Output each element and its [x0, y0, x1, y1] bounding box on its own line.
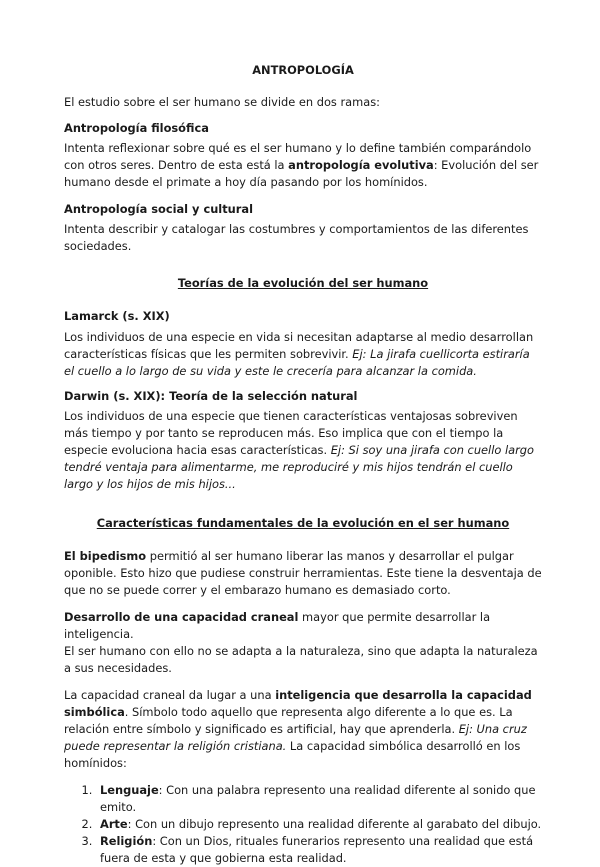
- text-segment: : Evolución del ser humano desde el primate a hoy día pasando por los homínidos.: [64, 158, 539, 189]
- text-segment: : Con un Dios, rituales funerarios represento una realidad que está fuera de esta y que gobierna esta realidad.: [100, 834, 534, 865]
- paragraph-lamarck: [64, 329, 542, 380]
- text-segment: : Con un dibujo represento una realidad diferente al garabato del dibujo.: [127, 817, 542, 831]
- text-segment: El ser humano con ello no se adapta a la naturaleza, sino que adapta la naturaleza a sus necesidades.: [64, 644, 538, 675]
- heading-lamarck: Lamarck (s. XIX): [64, 309, 170, 323]
- capacidad-simbolica-list: [64, 782, 542, 867]
- bold-term: El bipedismo: [64, 549, 147, 563]
- bold-term: Arte: [100, 817, 128, 831]
- text-segment: mayor que permite desarrollar la inteligencia.: [64, 610, 491, 641]
- bold-term: Lenguaje: [100, 783, 159, 797]
- heading-darwin: Darwin (s. XIX): Teoría de la selección natural: [64, 389, 358, 403]
- text-segment: permitió al ser humano liberar las manos y desarrollar el pulgar oponible. Esto hizo que pudiese construir herramientas. Este tiene la desventaja de que no se puede correr y el embarazo humano es demasiado corto.: [64, 549, 542, 597]
- list-item: [96, 782, 542, 816]
- list-item: [96, 816, 542, 833]
- text-segment: Los individuos de una especie que tienen características ventajosas sobreviven más tiempo y por tanto se reproducen más. Eso implica que con el tiempo la especie evoluciona hacia esas características.: [64, 409, 518, 457]
- heading-antropologia-filosofica: Antropología filosófica: [64, 121, 209, 135]
- section-heading-teorias: Teorías de la evolución del ser humano: [177, 276, 429, 290]
- text-segment: Los individuos de una especie en vida si necesitan adaptarse al medio desarrollan características físicas que les permiten sobrevivir.: [64, 330, 534, 361]
- example-text: Ej: La jirafa cuellicorta estiraría el cuello a lo largo de su vida y este le crecería para alcanzar la comida.: [64, 347, 530, 378]
- document-page: [64, 62, 542, 867]
- section-heading-caracteristicas: Características fundamentales de la evolución en el ser humano: [96, 516, 510, 530]
- text-segment: La capacidad craneal da lugar a una: [64, 688, 276, 702]
- paragraph-bipedismo: [64, 548, 542, 599]
- example-text: Ej: Una cruz puede representar la religión cristiana.: [64, 722, 527, 753]
- intro-paragraph: El estudio sobre el ser humano se divide en dos ramas:: [64, 95, 380, 109]
- list-item: [96, 833, 542, 867]
- text-segment: : Con una palabra represento una realidad diferente al sonido que emito.: [100, 783, 536, 814]
- paragraph-social: Intenta describir y catalogar las costumbres y comportamientos de las diferentes sociedades.: [64, 222, 529, 253]
- document-title: ANTROPOLOGÍA: [252, 63, 354, 77]
- text-segment: La capacidad simbólica desarrolló en los homínidos:: [64, 739, 521, 770]
- bold-term: antropología evolutiva: [288, 158, 434, 172]
- bold-term: Religión: [100, 834, 153, 848]
- paragraph-filosofica: [64, 140, 542, 191]
- text-segment: . Símbolo todo aquello que representa algo diferente a lo que es. La relación entre símbolo y significado es artificial, hay que aprenderla.: [64, 705, 513, 736]
- paragraph-simbolica: [64, 687, 542, 772]
- text-segment: Intenta reflexionar sobre qué es el ser humano y lo define también comparándolo con otros seres. Dentro de esta está la: [64, 141, 532, 172]
- example-text: Ej: Si soy una jirafa con cuello largo tendré ventaja para alimentarme, me reproduciré y mis hijos tendrán el cuello largo y los hijos de mis hijos...: [64, 443, 534, 491]
- paragraph-craneal: [64, 609, 542, 677]
- paragraph-darwin: [64, 408, 542, 493]
- bold-term: inteligencia que desarrolla la capacidad simbólica: [64, 688, 532, 719]
- heading-antropologia-social: Antropología social y cultural: [64, 202, 253, 216]
- bold-term: Desarrollo de una capacidad craneal: [64, 610, 299, 624]
